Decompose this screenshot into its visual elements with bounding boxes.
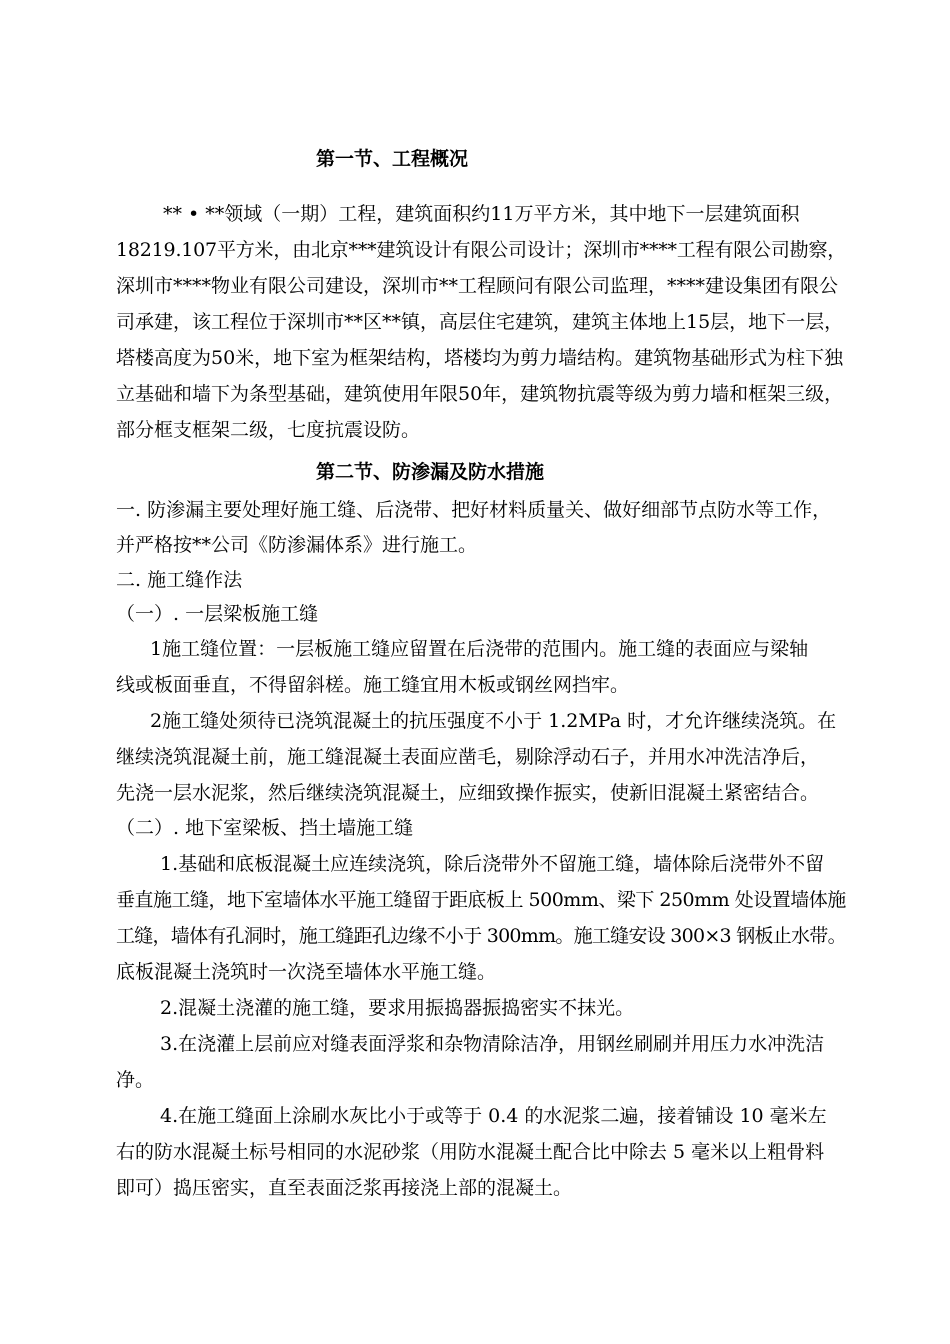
paragraph-line: 垂直施工缝，地下室墙体水平施工缝留于距底板上 500mm、梁下 250mm 处设置墙体施	[116, 889, 846, 911]
subsection-1-title: （一）. 一层梁板施工缝	[116, 603, 319, 625]
paragraph-line: 先浇一层水泥浆，然后继续浇筑混凝土，应细致操作振实，使新旧混凝土紧密结合。	[116, 782, 820, 804]
item-1-line: 并严格按**公司《防渗漏体系》进行施工。	[116, 534, 478, 556]
subsection-2-title: （二）. 地下室梁板、挡土墙施工缝	[116, 817, 414, 839]
paragraph-line: 司承建，该工程位于深圳市**区**镇，高层住宅建筑，建筑主体地上15层，地下一层，	[116, 311, 844, 333]
item-2-heading: 二. 施工缝作法	[116, 569, 243, 591]
paragraph-line: 右的防水混凝土标号相同的水泥砂浆（用防水混凝土配合比中除去 5 毫米以上粗骨料	[116, 1141, 825, 1163]
paragraph-line: 立基础和墙下为条型基础，建筑使用年限50年，建筑物抗震等级为剪力墙和框架三级，	[116, 383, 844, 405]
paragraph-line: 2.混凝土浇灌的施工缝，要求用振捣器振捣密实不抹光。	[160, 997, 635, 1019]
paragraph-line: 工缝，墙体有孔洞时，施工缝距孔边缘不小于 300mm。施工缝安设 300×3 钢板止水带。	[116, 925, 846, 947]
paragraph-line: 底板混凝土浇筑时一次浇至墙体水平施工缝。	[116, 961, 497, 983]
paragraph-line: 18219.107平方米，由北京***建筑设计有限公司设计；深圳市****工程有限公司勘察，	[116, 239, 847, 261]
paragraph-line: 4.在施工缝面上涂刷水灰比小于或等于 0.4 的水泥浆二遍，接着铺设 10 毫米左	[160, 1105, 827, 1127]
paragraph-line: 线或板面垂直，不得留斜槎。施工缝宜用木板或钢丝网挡牢。	[116, 674, 630, 696]
section-2-heading: 第二节、防渗漏及防水措施	[316, 461, 545, 483]
paragraph-line: 1.基础和底板混凝土应连续浇筑，除后浇带外不留施工缝，墙体除后浇带外不留	[160, 853, 825, 875]
paragraph-line: 净。	[116, 1069, 155, 1091]
paragraph-line: 塔楼高度为50米，地下室为框架结构，塔楼均为剪力墙结构。建筑物基础形式为柱下独	[116, 347, 844, 369]
paragraph-line: 继续浇筑混凝土前，施工缝混凝土表面应凿毛，剔除浮动石子，并用水冲洗洁净后，	[116, 746, 820, 768]
paragraph-line: ** • **领域（一期）工程，建筑面积约11万平方米，其中地下一层建筑面积	[163, 203, 800, 225]
paragraph-line: 1施工缝位置：一层板施工缝应留置在后浇带的范围内。施工缝的表面应与梁轴	[150, 638, 809, 660]
paragraph-line: 3.在浇灌上层前应对缝表面浮浆和杂物清除洁净，用钢丝刷刷并用压力水冲洗洁	[160, 1033, 825, 1055]
paragraph-line: 即可）捣压密实，直至表面泛浆再接浇上部的混凝土。	[116, 1177, 573, 1199]
section-1-heading: 第一节、工程概况	[316, 148, 469, 170]
paragraph-line: 2施工缝处须待已浇筑混凝土的抗压强度不小于 1.2MPa 时，才允许继续浇筑。在	[150, 710, 837, 732]
item-1-line: 一. 防渗漏主要处理好施工缝、后浇带、把好材料质量关、做好细部节点防水等工作，	[116, 499, 832, 521]
paragraph-line: 部分框支框架二级，七度抗震设防。	[116, 419, 421, 441]
paragraph-line: 深圳市****物业有限公司建设，深圳市**工程顾问有限公司监理，****建设集团有限公	[116, 275, 839, 297]
